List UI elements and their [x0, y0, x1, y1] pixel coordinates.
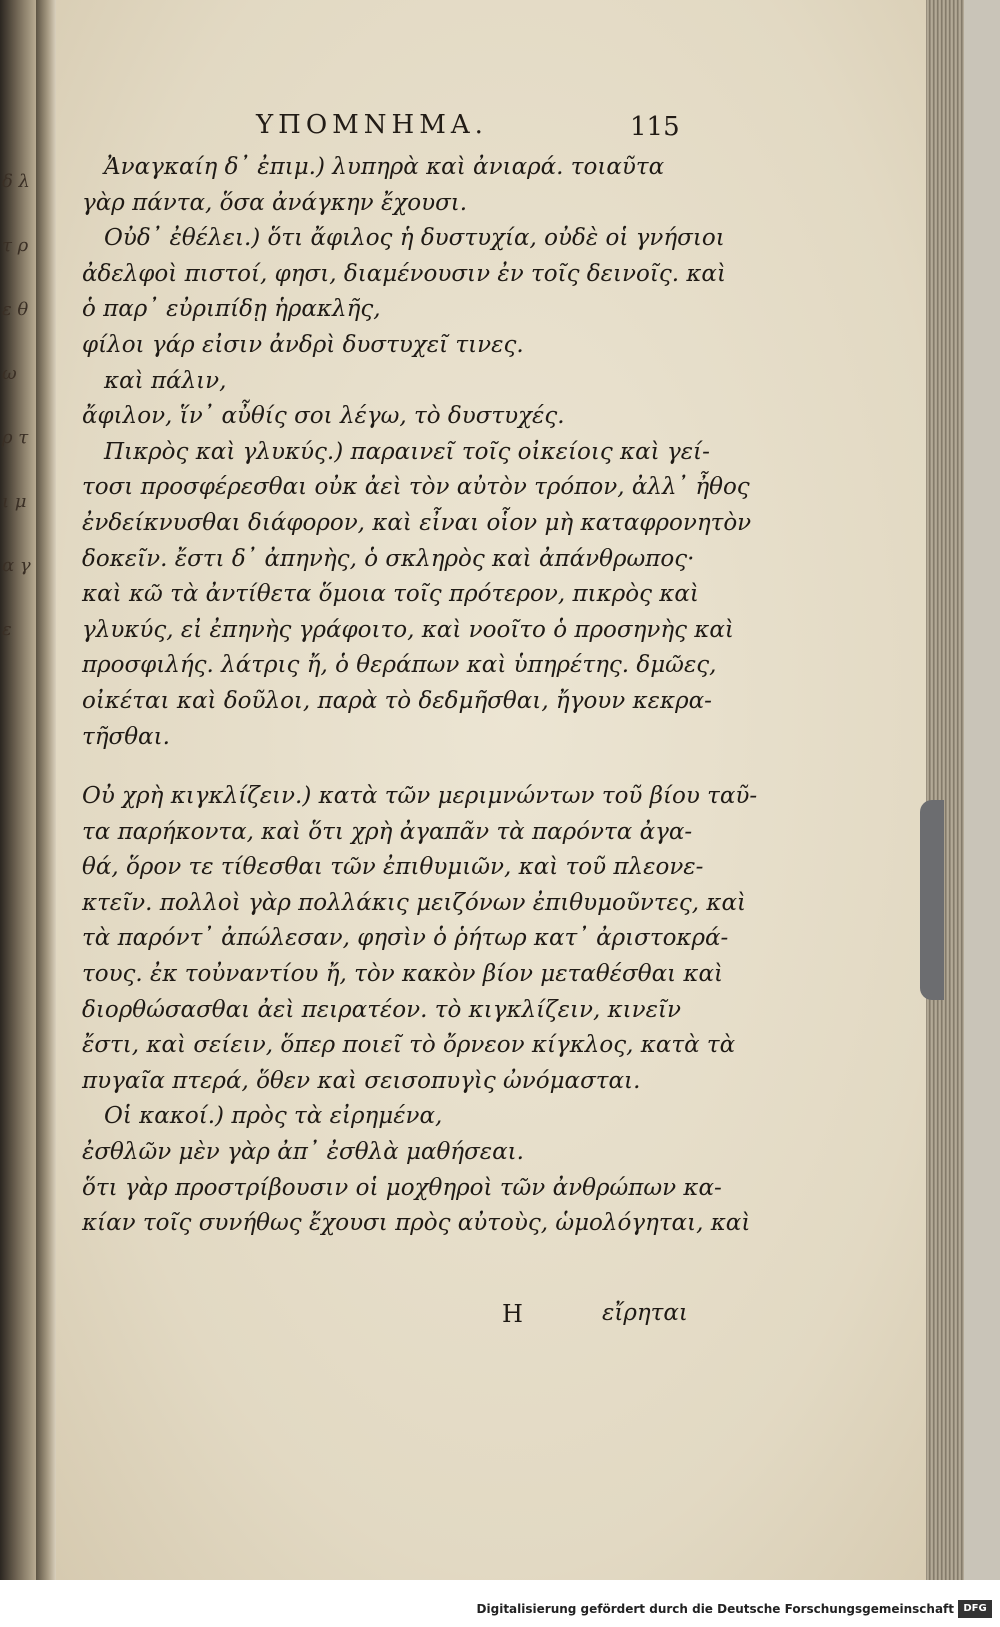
page-footer — [82, 1300, 732, 1340]
text-line: γλυκύς, εἰ ἐπηνὴς γράφοιτο, καὶ νοοῖτο ὁ προσηνὴς καὶ — [82, 616, 734, 643]
text-line: κτεῖν. πολλοὶ γὰρ πολλάκις μειζόνων ἐπιθυμοῦντες, καὶ — [82, 889, 747, 916]
text-line: καὶ κῶ τὰ ἀντίθετα ὅμοια τοῖς πρότερον, πικρὸς καὶ — [82, 581, 699, 608]
text-line: Οὐ χρὴ κιγκλίζειν.) κατὰ τῶν μεριμνώντων τοῦ βίου ταῦ- — [82, 783, 758, 810]
text-line: ἔστι, καὶ σείειν, ὅπερ ποιεῖ τὸ ὄρνεον κίγκλος, κατὰ τὰ — [82, 1032, 736, 1059]
text-line: Πικρὸς καὶ γλυκύς.) παραινεῖ τοῖς οἰκείοις καὶ γεί- — [104, 438, 710, 465]
funding-credit: Digitalisierung gefördert durch die Deutsche Forschungsgemeinschaft — [476, 1602, 954, 1616]
page-header — [56, 110, 964, 150]
text-line: προσφιλής. λάτρις ἤ, ὁ θεράπων καὶ ὑπηρέτης. δμῶες, — [82, 652, 717, 679]
text-line: γὰρ πάντα, ὅσα ἀνάγκην ἔχουσι. — [82, 189, 468, 216]
running-title: ΥΠΟΜΝΗΜΑ. — [256, 110, 488, 140]
text-line: φίλοι γάρ εἰσιν ἀνδρὶ δυστυχεῖ τινες. — [82, 331, 524, 358]
text-line: πυγαῖα πτερά, ὅθεν καὶ σεισοπυγὶς ὠνόμασται. — [82, 1067, 641, 1094]
text-line: Οὐδ᾽ ἐθέλει.) ὅτι ἄφιλος ἡ δυστυχία, οὐδὲ οἱ γνήσιοι — [104, 225, 725, 252]
text-line: δοκεῖν. ἔστι δ᾽ ἀπηνὴς, ὁ σκληρὸς καὶ ἀπάνθρωπος· — [82, 545, 695, 572]
text-line: καὶ πάλιν, — [104, 367, 227, 394]
text-line: Οἱ κακοί.) πρὸς τὰ εἰρημένα, — [104, 1103, 443, 1130]
catchword: εἴρηται — [602, 1300, 688, 1326]
page-block-edge — [926, 0, 964, 1580]
book-clip — [920, 800, 944, 1000]
text-line: τῆσθαι. — [82, 723, 170, 750]
dfg-logo: DFG — [958, 1600, 992, 1618]
text-line: τὰ παρόντ᾽ ἀπώλεσαν, φησὶν ὁ ῥήτωρ κατ᾽ ἀριστοκρά- — [82, 925, 729, 952]
text-line: θά, ὅρον τε τίθεσθαι τῶν ἐπιθυμιῶν, καὶ τοῦ πλεονε- — [82, 854, 704, 881]
book-gutter — [36, 0, 56, 1580]
digitization-footer — [0, 1580, 1000, 1627]
text-line: ἐσθλῶν μὲν γὰρ ἀπ᾽ ἐσθλὰ μαθήσεαι. — [82, 1139, 524, 1166]
text-line: τους. ἐκ τοὐναντίου ἤ, τὸν κακὸν βίον μεταθέσθαι καὶ — [82, 961, 724, 988]
text-line: οἰκέται καὶ δοῦλοι, παρὰ τὸ δεδμῆσθαι, ἤγουν κεκρα- — [82, 687, 712, 714]
text-line: ὅτι γὰρ προστρίβουσιν οἱ μοχθηροὶ τῶν ἀνθρώπων κα- — [82, 1174, 722, 1201]
facing-page-margin-text: δ λ τ ρ ε θ ω ρ τ ι μ α γ ε — [2, 171, 31, 640]
text-line: κίαν τοῖς συνήθως ἔχουσι πρὸς αὐτοὺς, ὡμολόγηται, καὶ — [82, 1210, 751, 1237]
text-line: ἄφιλον, ἵν᾽ αὖθίς σοι λέγω, τὸ δυστυχές. — [82, 403, 565, 430]
text-line: τα παρήκοντα, καὶ ὅτι χρὴ ἀγαπᾶν τὰ παρόντα ἀγα- — [82, 818, 693, 845]
page-number: 115 — [630, 112, 680, 142]
text-line: ἐνδείκνυσθαι διάφορον, καὶ εἶναι οἷον μὴ καταφρονητὸν — [82, 509, 752, 536]
commentary-text — [82, 150, 758, 1242]
facing-page-edge — [0, 0, 36, 1580]
text-line: διορθώσασθαι ἀεὶ πειρατέον. τὸ κιγκλίζειν, κινεῖν — [82, 996, 681, 1023]
text-line: ὁ παρ᾽ εὐριπίδῃ ἡρακλῆς, — [82, 296, 381, 323]
book-page — [56, 0, 964, 1580]
signature-mark: Η — [502, 1300, 523, 1328]
text-line: τοσι προσφέρεσθαι οὐκ ἀεὶ τὸν αὐτὸν τρόπον, ἀλλ᾽ ἦθος — [82, 474, 750, 501]
text-line: ἀδελφοὶ πιστοί, φησι, διαμένουσιν ἐν τοῖς δεινοῖς. καὶ — [82, 260, 726, 287]
text-line: Ἀναγκαίη δ᾽ ἐπιμ.) λυπηρὰ καὶ ἀνιαρά. τοιαῦτα — [104, 154, 665, 180]
